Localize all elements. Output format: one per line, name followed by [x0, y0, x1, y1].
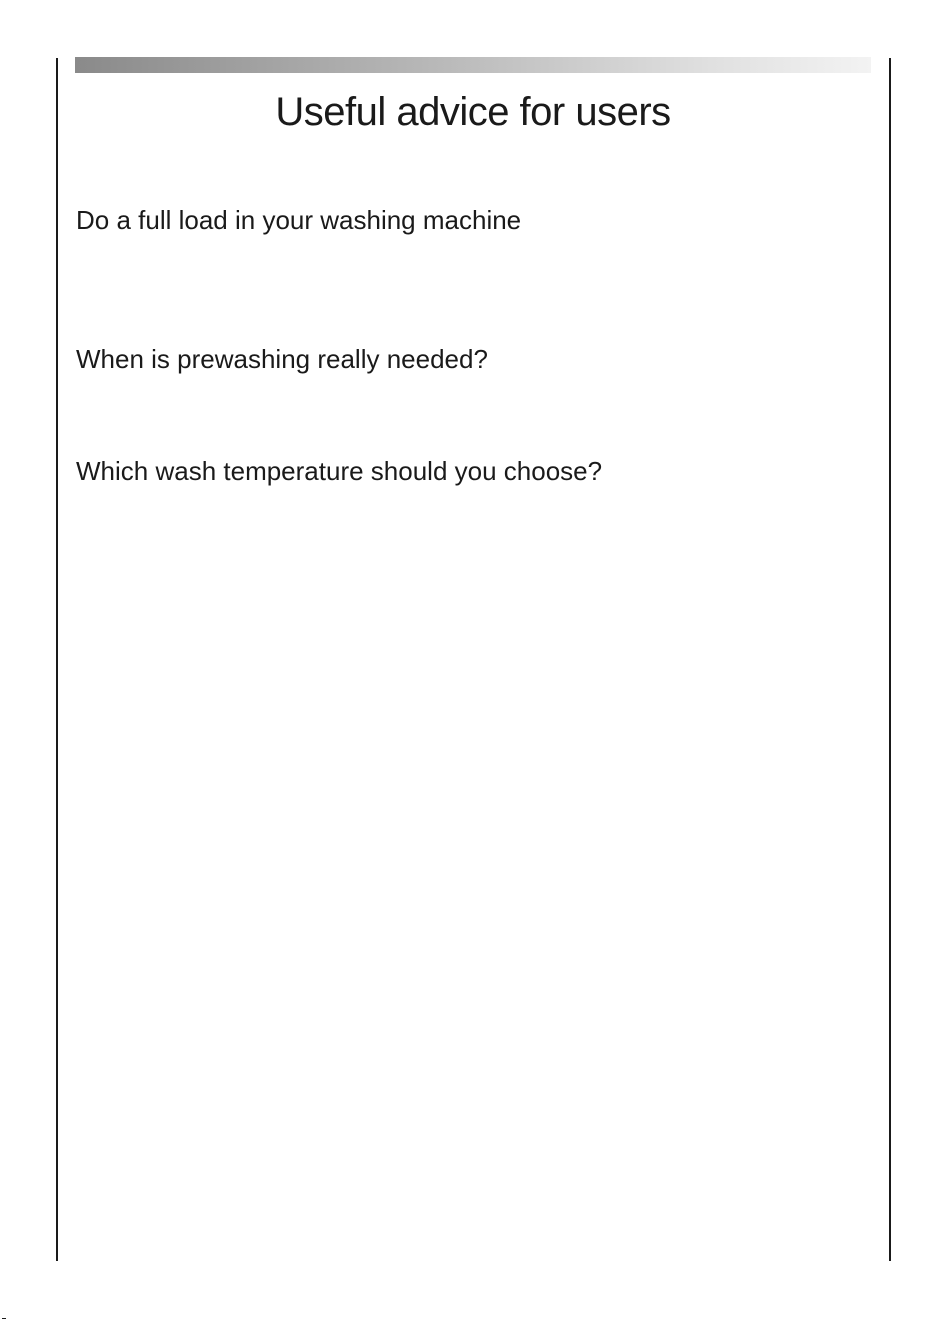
right-margin-rule: [889, 58, 891, 1261]
left-margin-rule: [56, 58, 58, 1261]
page-title: Useful advice for users: [275, 90, 671, 134]
section-heading-wash-temperature: Which wash temperature should you choose?: [76, 456, 603, 486]
header-gradient-bar: [75, 57, 871, 73]
section-heading-full-load: Do a full load in your washing machine: [76, 205, 522, 235]
crop-mark: [2, 1318, 6, 1319]
section-heading-prewashing: When is prewashing really needed?: [76, 344, 488, 374]
